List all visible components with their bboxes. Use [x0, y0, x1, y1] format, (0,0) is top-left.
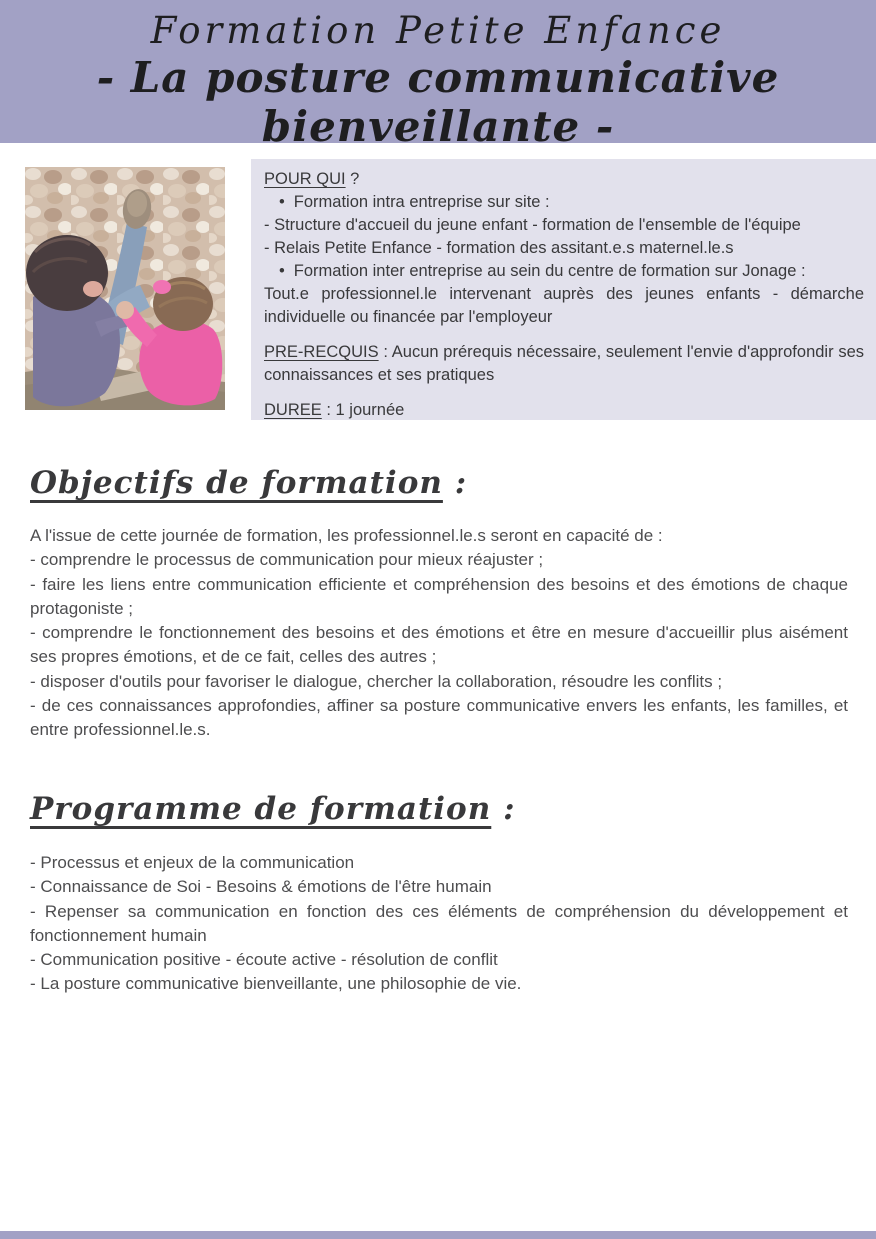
prerequis-label: PRE-RECQUIS — [264, 343, 379, 361]
objectifs-item: - de ces connaissances approfondies, affiner sa posture communicative envers les enfants, les familles, et entre professionnel.le.s. — [30, 696, 848, 740]
heading-colon: : — [442, 465, 468, 501]
programme-item: - La posture communicative bienveillante, une philosophie de vie. — [30, 974, 522, 994]
programme-item: - Connaissance de Soi - Besoins & émotions de l'être humain — [30, 877, 492, 897]
bullet-icon: • — [279, 262, 285, 280]
flyer-subtitle: - La posture communicative bienveillante - — [96, 53, 780, 151]
infobox-item-text: Formation inter entreprise au sein du centre de formation sur Jonage : — [293, 262, 806, 280]
infobox-bullet-item — [264, 191, 864, 214]
programme-item: - Repenser sa communication en fonction des ces éléments de compréhension du développement et fonctionnement humain — [30, 901, 848, 945]
prerequis-text: : Aucun prérequis nécessaire, seulement l'envie d'approfondir ses connaissances et ses pratiques — [264, 343, 864, 384]
heading-colon: : — [491, 791, 516, 827]
infobox-bullet-item — [264, 260, 864, 283]
objectifs-intro: A l'issue de cette journée de formation, les professionnel.le.s seront en capacité de : — [30, 526, 663, 545]
objectifs-heading — [30, 464, 467, 503]
objectifs-item: - comprendre le processus de communication pour mieux réajuster ; — [30, 550, 544, 570]
programme-body — [30, 851, 848, 997]
header-banner — [0, 0, 876, 151]
objectifs-item: - disposer d'outils pour favoriser le dialogue, chercher la collaboration, résoudre les conflits ; — [30, 671, 723, 691]
objectifs-item: - comprendre le fonctionnement des besoins et des émotions et être en mesure d'accueillir plus aisément ses propres émotions, et de ce fait, celles des autres ; — [30, 623, 848, 667]
infobox-item-text: Formation intra entreprise sur site : — [293, 193, 550, 211]
pour-qui-suffix: ? — [345, 170, 360, 188]
programme-heading-text: Programme de formation — [30, 791, 492, 827]
pour-qui-line — [264, 168, 864, 191]
prerequis-line — [264, 341, 864, 387]
infobox-line: Tout.e professionnel.le intervenant auprès des jeunes enfants - démarche individuelle ou financée par l'employeur — [264, 285, 864, 326]
duree-label: DUREE — [264, 401, 322, 419]
programme-item: - Processus et enjeux de la communication — [30, 853, 355, 872]
info-box — [251, 159, 876, 420]
pour-qui-label: POUR QUI — [264, 170, 346, 188]
infobox-line: - Structure d'accueil du jeune enfant - formation de l'ensemble de l'équipe — [264, 216, 801, 234]
flyer-title: Formation Petite Enfance — [150, 9, 726, 52]
programme-item: - Communication positive - écoute active - résolution de conflit — [30, 950, 498, 970]
objectifs-heading-text: Objectifs de formation — [30, 465, 443, 501]
adult-child-photo — [25, 167, 225, 410]
duree-line — [264, 399, 864, 422]
footer-accent-bar — [0, 1231, 876, 1239]
objectifs-body — [30, 524, 848, 743]
programme-heading — [30, 790, 516, 829]
objectifs-item: - faire les liens entre communication efficiente et compréhension des besoins et des émotions de chaque protagoniste ; — [30, 574, 848, 618]
duree-text: : 1 journée — [321, 401, 405, 419]
bullet-icon: • — [279, 193, 285, 211]
infobox-line: - Relais Petite Enfance - formation des assitant.e.s maternel.le.s — [264, 239, 734, 257]
